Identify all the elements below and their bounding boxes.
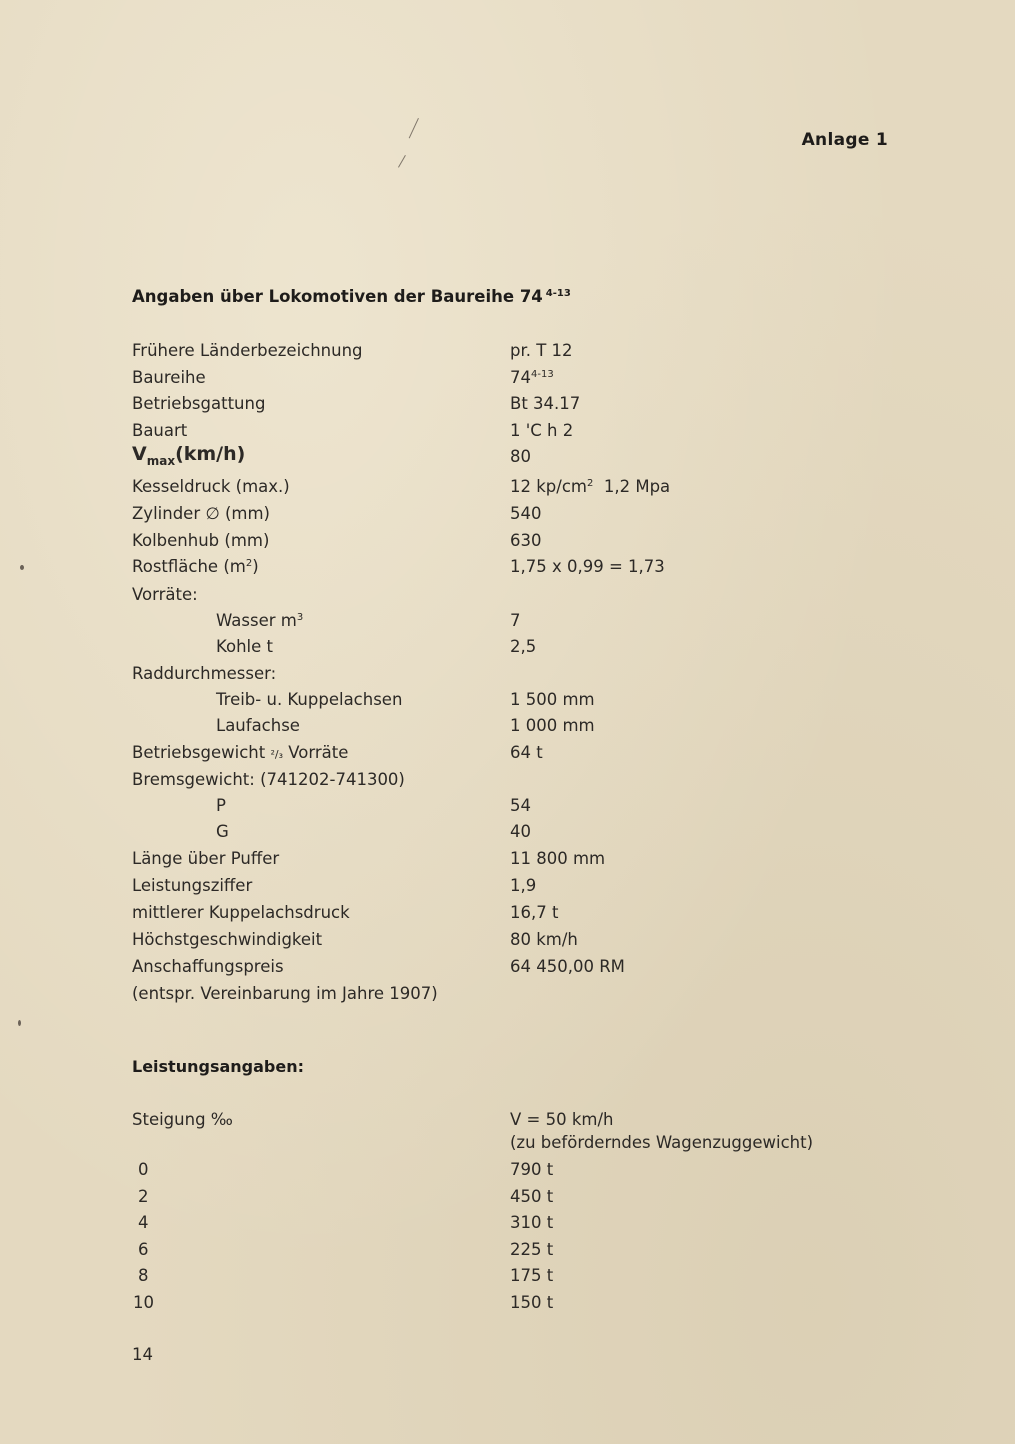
- spec-label-main: V: [132, 443, 147, 465]
- spec-row: [0, 903, 1015, 929]
- spec-value: 1,9: [510, 876, 537, 895]
- train-weight-value: 790 t: [510, 1160, 554, 1179]
- spec-label: Baureihe: [132, 368, 206, 387]
- spec-row: [0, 743, 1015, 769]
- train-weight-value: 225 t: [510, 1239, 554, 1259]
- spec-row: [0, 504, 1015, 530]
- gradient-value: 8: [138, 1266, 149, 1285]
- spec-value: 16,7 t: [510, 903, 559, 922]
- spec-value: 1 000 mm: [510, 716, 595, 735]
- speed-column-header: V = 50 km/h: [510, 1110, 614, 1129]
- spec-label-main: Wasser m: [216, 611, 297, 630]
- spec-value: 1 'C h 2: [510, 421, 574, 440]
- spec-label-subscript: max: [146, 454, 176, 468]
- performance-row: [0, 1160, 1015, 1186]
- spec-row: [0, 394, 1015, 420]
- spec-value-main: 74: [510, 368, 531, 387]
- performance-row: [0, 1266, 1015, 1292]
- spec-label: Zylinder ∅ (mm): [132, 504, 270, 523]
- spec-label: Höchstgeschwindigkeit: [132, 930, 323, 949]
- spec-row: [0, 531, 1015, 557]
- spec-label: Kohle t: [216, 637, 274, 656]
- spec-label: Kesseldruck (max.): [132, 477, 290, 496]
- spec-value-rest: 1,2 Mpa: [593, 477, 671, 496]
- spec-value-main: 12 kp/cm: [510, 477, 587, 496]
- spec-row: [0, 477, 1015, 503]
- spec-label: [132, 743, 348, 762]
- page-number: 14: [132, 1345, 153, 1364]
- train-weight-value: 175 t: [510, 1266, 554, 1285]
- gradient-value: 4: [138, 1213, 149, 1232]
- spec-label: Laufachse: [216, 716, 300, 735]
- spec-label: Kolbenhub (mm): [132, 531, 270, 550]
- spec-label: Bremsgewicht: (741202-741300): [132, 770, 405, 789]
- spec-value-superscript: 4-13: [531, 369, 554, 380]
- spec-row: [0, 341, 1015, 367]
- spec-row: [0, 443, 1015, 473]
- spec-row: [0, 557, 1015, 583]
- spec-label-rest: Vorräte: [283, 743, 349, 762]
- spec-label: Raddurchmesser:: [132, 664, 277, 683]
- spec-label: Treib- u. Kuppelachsen: [216, 690, 403, 709]
- spec-row: [0, 984, 1015, 1010]
- spec-label-main: Betriebsgewicht: [132, 743, 271, 762]
- gradient-value: 2: [138, 1186, 149, 1206]
- spec-row: [0, 822, 1015, 848]
- spec-label: Betriebsgattung: [132, 394, 266, 413]
- spec-value: 64 t: [510, 743, 543, 762]
- performance-heading: Leistungsangaben:: [132, 1057, 304, 1076]
- spec-label: [132, 443, 245, 468]
- spec-label: mittlerer Kuppelachsdruck: [132, 903, 350, 922]
- gradient-value: 6: [138, 1239, 149, 1259]
- spec-label-rest: ): [252, 557, 259, 576]
- spec-row: [0, 796, 1015, 822]
- performance-row: [0, 1240, 1015, 1266]
- spec-value: 1,75 x 0,99 = 1,73: [510, 557, 665, 576]
- train-weight-value: 450 t: [510, 1186, 554, 1206]
- spec-row: [0, 930, 1015, 956]
- spec-value: 80: [510, 447, 531, 466]
- spec-row: [0, 690, 1015, 716]
- spec-value: 54: [510, 796, 531, 815]
- spec-label: Bauart: [132, 421, 188, 440]
- spec-row: [0, 849, 1015, 875]
- spec-label-rest: (km/h): [175, 443, 246, 465]
- performance-subheader-row: [0, 1133, 1015, 1159]
- train-weight-value: 310 t: [510, 1213, 554, 1232]
- paper-speck: [18, 1020, 21, 1026]
- spec-value: 11 800 mm: [510, 849, 606, 868]
- performance-row: [0, 1187, 1015, 1213]
- spec-value: 540: [510, 504, 542, 523]
- spec-label: Leistungsziffer: [132, 876, 253, 895]
- spec-label: Vorräte:: [132, 585, 198, 604]
- performance-row: [0, 1293, 1015, 1319]
- spec-label: [216, 611, 303, 630]
- spec-row: [0, 611, 1015, 637]
- spec-row: [0, 876, 1015, 902]
- spec-value: [510, 368, 554, 387]
- title-superscript: 4-13: [545, 288, 571, 299]
- spec-label-fraction: ²/₃: [270, 748, 284, 761]
- spec-row: [0, 957, 1015, 983]
- spec-value: 2,5: [510, 637, 537, 656]
- spec-value: Bt 34.17: [510, 394, 581, 413]
- gradient-value: 10: [133, 1292, 154, 1312]
- gradient-column-header: Steigung ‰: [132, 1110, 233, 1129]
- appendix-label: Anlage 1: [801, 130, 888, 150]
- spec-row: [0, 585, 1015, 611]
- spec-value: pr. T 12: [510, 341, 573, 360]
- spec-label: Anschaffungspreis: [132, 957, 284, 976]
- performance-row: [0, 1213, 1015, 1239]
- spec-label-main: Rostfläche (m: [132, 557, 246, 576]
- spec-label: Länge über Puffer: [132, 849, 280, 868]
- spec-label: P: [216, 796, 226, 815]
- spec-label: (entspr. Vereinbarung im Jahre 1907): [132, 984, 438, 1003]
- spec-row: [0, 664, 1015, 690]
- spec-row: [0, 770, 1015, 796]
- spec-value: 40: [510, 822, 531, 841]
- spec-row: [0, 368, 1015, 394]
- spec-value: 80 km/h: [510, 930, 578, 949]
- spec-label-superscript: 2: [245, 558, 253, 569]
- spec-value-superscript: 2: [586, 478, 594, 489]
- title-text: Angaben über Lokomotiven der Baureihe 74: [132, 287, 543, 306]
- spec-label-superscript: 3: [296, 612, 304, 623]
- spec-value: 7: [510, 611, 521, 630]
- spec-row: [0, 716, 1015, 742]
- train-weight-value: 150 t: [510, 1292, 554, 1312]
- spec-label: G: [216, 822, 229, 841]
- document-title: [132, 287, 571, 306]
- spec-label: Frühere Länderbezeichnung: [132, 341, 363, 360]
- spec-label: [132, 557, 259, 576]
- spec-row: [0, 637, 1015, 663]
- spec-value: [510, 477, 670, 496]
- spec-value: 630: [510, 531, 542, 550]
- spec-value: 1 500 mm: [510, 690, 595, 709]
- weight-column-subheader: (zu beförderndes Wagenzuggewicht): [510, 1133, 814, 1152]
- gradient-value: 0: [138, 1160, 149, 1179]
- spec-value: 64 450,00 RM: [510, 957, 625, 976]
